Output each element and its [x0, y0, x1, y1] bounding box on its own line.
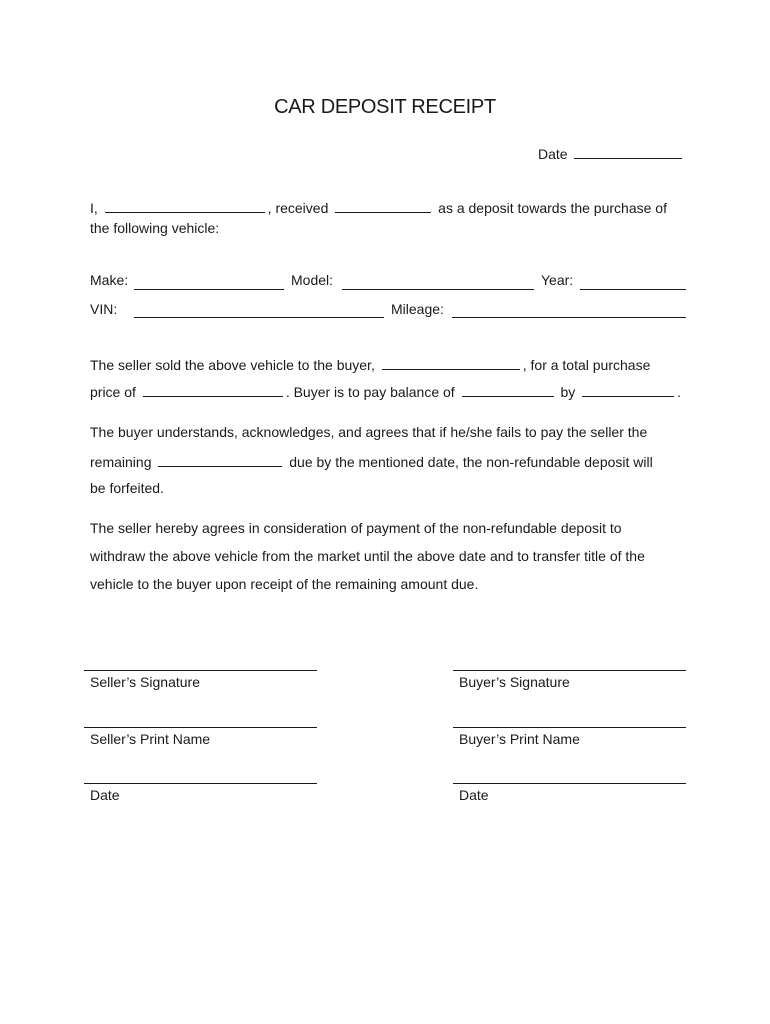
- vin-field[interactable]: [134, 317, 384, 318]
- sale-line-1: [90, 355, 650, 373]
- forfeit-text-2a: remaining: [90, 454, 152, 470]
- vin-label: VIN:: [90, 301, 118, 317]
- seller-signature-label: Seller’s Signature: [90, 674, 200, 690]
- agreement-line-3: vehicle to the buyer upon receipt of the remaining amount due.: [90, 576, 479, 592]
- buyer-date-line[interactable]: [453, 783, 686, 784]
- seller-date-line[interactable]: [84, 783, 317, 784]
- buyer-print-name-line[interactable]: [453, 727, 686, 728]
- page-title: CAR DEPOSIT RECEIPT: [274, 96, 496, 118]
- buyer-signature-label: Buyer’s Signature: [459, 674, 570, 690]
- remaining-amount-field[interactable]: [158, 452, 282, 467]
- year-label: Year:: [541, 272, 574, 288]
- mileage-label: Mileage:: [391, 301, 444, 317]
- recipient-name-field[interactable]: [105, 198, 265, 213]
- make-label: Make:: [90, 272, 129, 288]
- mileage-field[interactable]: [452, 317, 686, 318]
- buyer-name-field[interactable]: [382, 355, 520, 370]
- agreement-line-1: The seller hereby agrees in consideration of payment of the non-refundable deposit to: [90, 520, 622, 536]
- balance-due-date-field[interactable]: [582, 382, 674, 397]
- sale-line-2: [90, 382, 681, 400]
- buyer-signature-line[interactable]: [453, 670, 686, 671]
- date-field[interactable]: [574, 144, 682, 159]
- year-field[interactable]: [580, 289, 686, 290]
- total-price-field[interactable]: [143, 382, 283, 397]
- make-field[interactable]: [134, 289, 284, 290]
- received-label: , received: [267, 200, 329, 216]
- sale-text-1b: , for a total purchase: [522, 357, 651, 373]
- intro-line-1: [90, 198, 667, 216]
- deposit-amount-field[interactable]: [335, 198, 431, 213]
- intro-line-2: the following vehicle:: [90, 220, 220, 236]
- sale-text-2a: price of: [90, 384, 136, 400]
- seller-print-name-line[interactable]: [84, 727, 317, 728]
- date-label: Date: [538, 146, 568, 162]
- seller-signature-line[interactable]: [84, 670, 317, 671]
- balance-field[interactable]: [462, 382, 554, 397]
- model-label: Model:: [291, 272, 334, 288]
- deposit-text: as a deposit towards the purchase of: [438, 200, 667, 216]
- forfeit-line-3: be forfeited.: [90, 480, 164, 496]
- agreement-line-2: withdraw the above vehicle from the market until the above date and to transfer title of the: [90, 548, 645, 564]
- forfeit-text-2b: due by the mentioned date, the non-refundable deposit will: [289, 454, 653, 470]
- buyer-print-name-label: Buyer’s Print Name: [459, 731, 580, 747]
- model-field[interactable]: [342, 289, 534, 290]
- seller-date-label: Date: [90, 787, 120, 803]
- forfeit-line-2: [90, 452, 653, 470]
- sale-text-2b: . Buyer is to pay balance of: [285, 384, 455, 400]
- date-row: [538, 144, 685, 162]
- forfeit-line-1: The buyer understands, acknowledges, and agrees that if he/she fails to pay the seller the: [90, 424, 648, 440]
- sale-text-2c: by: [560, 384, 576, 400]
- sale-text-2d: .: [677, 384, 682, 400]
- buyer-date-label: Date: [459, 787, 489, 803]
- i-label: I,: [90, 200, 98, 216]
- sale-text-1a: The seller sold the above vehicle to the buyer,: [90, 357, 375, 373]
- seller-print-name-label: Seller’s Print Name: [90, 731, 211, 747]
